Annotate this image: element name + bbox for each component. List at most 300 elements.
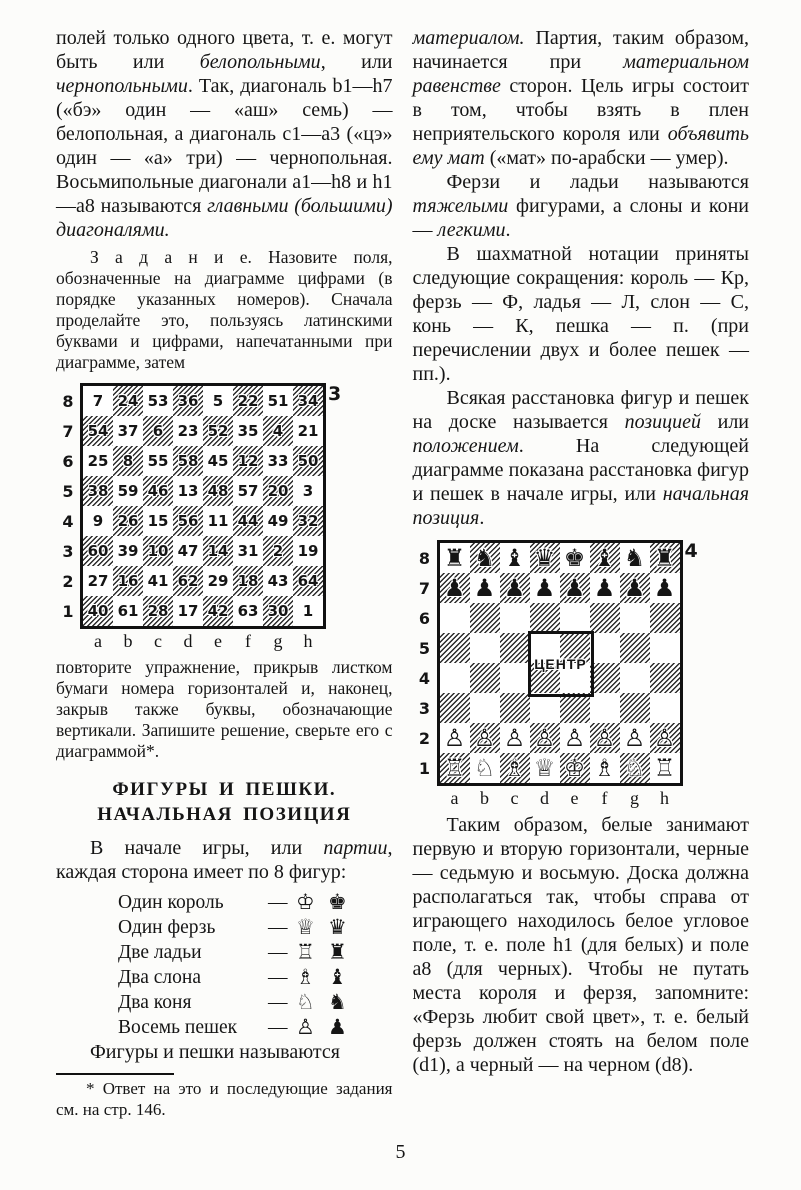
start-position-chessboard xyxy=(437,540,683,786)
black-rook-icon: ♜ xyxy=(653,544,676,572)
square-number: 23 xyxy=(177,422,199,440)
italic-text-run: легкими xyxy=(437,219,506,241)
text-run: . На следующей диаграмме показана расстановка фигур и пешек в начале игры, или xyxy=(412,435,749,505)
rank-label: 4 xyxy=(418,668,431,688)
board-square xyxy=(83,596,113,626)
board-square xyxy=(143,386,173,416)
board-square xyxy=(500,663,530,693)
file-label: f xyxy=(245,631,251,651)
board-square xyxy=(233,566,263,596)
piece-count-label: Две ладьи xyxy=(118,941,202,963)
board-square xyxy=(233,386,263,416)
board-square xyxy=(440,753,470,783)
square-number: 29 xyxy=(207,572,229,590)
file-label: e xyxy=(570,788,579,808)
square-number: 15 xyxy=(147,512,169,530)
board-square xyxy=(113,446,143,476)
board-square xyxy=(203,416,233,446)
board-square xyxy=(143,416,173,446)
rank-labels xyxy=(56,383,80,629)
square-number: 3 xyxy=(302,482,314,500)
black-piece-icon: ♝ xyxy=(328,965,347,989)
footnote-rule xyxy=(56,1073,174,1075)
paragraph-heavy-light xyxy=(413,170,750,242)
dash: — xyxy=(268,966,288,988)
square-number: 39 xyxy=(117,542,139,560)
black-pawn-icon: ♟ xyxy=(443,574,466,602)
board-square xyxy=(293,446,323,476)
board-square xyxy=(500,543,530,573)
white-piece-icon: ♗ xyxy=(296,965,315,989)
black-piece-icon: ♚ xyxy=(328,890,347,914)
board-square xyxy=(113,386,143,416)
text-run: повторите упражнение, прикрыв листком бумаги номера горизонталей и, наконец, закрыв также буквы, обозначающие вертикали. Запишите решение, сверьте его с диаграммой*. xyxy=(56,657,393,761)
board-square xyxy=(560,543,590,573)
square-number: 16 xyxy=(117,572,139,590)
board-strip xyxy=(413,540,750,786)
board-square xyxy=(650,663,680,693)
piece-count-label: Восемь пешек xyxy=(118,1016,238,1038)
board-square xyxy=(173,386,203,416)
board-square xyxy=(293,536,323,566)
board-square xyxy=(263,506,293,536)
board-square xyxy=(113,566,143,596)
piece-count-label: Один ферзь xyxy=(118,916,216,938)
board-square xyxy=(293,386,323,416)
board-square xyxy=(143,566,173,596)
rank-label: 6 xyxy=(62,451,74,471)
board-square xyxy=(590,753,620,783)
board-square xyxy=(203,476,233,506)
piece-list-row xyxy=(118,890,393,915)
black-knight-icon: ♞ xyxy=(623,544,646,572)
square-number: 25 xyxy=(87,452,109,470)
square-number: 24 xyxy=(117,392,139,410)
board-square xyxy=(293,476,323,506)
paragraph-notation xyxy=(413,242,750,386)
white-piece-icon: ♖ xyxy=(296,940,315,964)
square-number: 9 xyxy=(92,512,104,530)
square-number: 38 xyxy=(87,482,109,500)
board-square xyxy=(500,723,530,753)
square-number: 49 xyxy=(267,512,289,530)
text-run: Фигуры и пешки называются xyxy=(90,1041,340,1063)
board-square xyxy=(440,663,470,693)
board-square xyxy=(173,416,203,446)
white-pawn-icon: ♙ xyxy=(503,724,526,752)
board-square xyxy=(263,446,293,476)
white-knight-icon: ♘ xyxy=(623,754,646,782)
paragraph-task xyxy=(56,247,393,373)
black-piece-icon: ♜ xyxy=(328,940,347,964)
square-number: 58 xyxy=(177,452,199,470)
board-square xyxy=(500,603,530,633)
text-run: фигурами, а слоны и кони — xyxy=(412,195,749,241)
square-number: 20 xyxy=(267,482,289,500)
board-square xyxy=(83,566,113,596)
heading-line-1: ФИГУРЫ И ПЕШКИ. xyxy=(112,779,337,800)
square-number: 60 xyxy=(87,542,109,560)
board-square xyxy=(143,536,173,566)
square-number: 52 xyxy=(207,422,229,440)
board-square xyxy=(530,753,560,783)
board-square xyxy=(530,603,560,633)
board-square xyxy=(83,536,113,566)
italic-text-run: партии xyxy=(323,837,388,859)
board-square xyxy=(233,446,263,476)
board-square xyxy=(650,753,680,783)
square-number: 62 xyxy=(177,572,199,590)
page-number: 5 xyxy=(395,1141,406,1163)
diagram-start-position xyxy=(413,540,750,809)
board-square xyxy=(440,543,470,573)
square-number: 47 xyxy=(177,542,199,560)
board-square xyxy=(233,596,263,626)
footnote-text: * Ответ на это и последующие задания см. на стр. 146. xyxy=(56,1079,393,1119)
board-square xyxy=(620,543,650,573)
board-square xyxy=(203,596,233,626)
square-number: 53 xyxy=(147,392,169,410)
board-square xyxy=(620,633,650,663)
paragraph-position xyxy=(413,386,750,530)
board-square xyxy=(143,476,173,506)
board-square xyxy=(590,723,620,753)
text-run: . xyxy=(505,219,511,241)
black-king-icon: ♚ xyxy=(563,544,586,572)
board-square xyxy=(203,506,233,536)
rank-label: 3 xyxy=(62,541,74,561)
board-square xyxy=(173,446,203,476)
italic-text-run: материальном равенстве xyxy=(412,51,749,97)
square-number: 55 xyxy=(147,452,169,470)
board-square xyxy=(173,506,203,536)
board-square xyxy=(203,536,233,566)
white-king-icon: ♔ xyxy=(563,754,586,782)
file-label: h xyxy=(660,788,669,808)
piece-list-row xyxy=(118,1015,393,1040)
board-square xyxy=(263,416,293,446)
board-square xyxy=(620,573,650,603)
board-square xyxy=(440,633,470,663)
board-square xyxy=(500,633,530,663)
italic-text-run: тяжелыми xyxy=(412,195,509,217)
file-label: c xyxy=(510,788,519,808)
white-pawn-icon: ♙ xyxy=(533,724,556,752)
square-number: 42 xyxy=(207,602,229,620)
board-square xyxy=(233,506,263,536)
board-square xyxy=(650,603,680,633)
board-square xyxy=(113,506,143,536)
board-square xyxy=(500,573,530,603)
square-number: 1 xyxy=(302,602,314,620)
square-number: 51 xyxy=(267,392,289,410)
square-number: 64 xyxy=(297,572,319,590)
rank-label: 7 xyxy=(62,421,74,441)
dash: — xyxy=(268,891,288,913)
square-number: 63 xyxy=(237,602,259,620)
rank-label: 7 xyxy=(418,578,431,598)
square-number: 19 xyxy=(297,542,319,560)
square-number: 13 xyxy=(177,482,199,500)
board-square xyxy=(173,566,203,596)
square-number: 30 xyxy=(267,602,289,620)
text-run: полей только одного цвета, т. е. могут быть или xyxy=(56,27,393,73)
diagram-number: 3 xyxy=(328,383,342,405)
file-label: d xyxy=(540,788,549,808)
board-square xyxy=(143,506,173,536)
rank-labels xyxy=(413,540,437,786)
white-bishop-icon: ♗ xyxy=(503,754,526,782)
black-pawn-icon: ♟ xyxy=(473,574,496,602)
board-square xyxy=(530,573,560,603)
square-number: 40 xyxy=(87,602,109,620)
text-run: . Так, диагональ b1—h7 («бэ» один — «аш» семь) — белопольная, а диагональ c1—a3 («цэ» один — «а» три) — чернопольная. Восьмипольные диагонали a1—h8 и h1—a8 называются xyxy=(56,75,393,217)
dash: — xyxy=(268,916,288,938)
paragraph-material xyxy=(413,26,750,170)
rank-label: 2 xyxy=(418,728,431,748)
white-piece-icon: ♘ xyxy=(296,990,315,1014)
square-number: 59 xyxy=(117,482,139,500)
square-number: 36 xyxy=(177,392,199,410)
square-number: 45 xyxy=(207,452,229,470)
text-run: В начале игры, или xyxy=(90,837,324,859)
board-square xyxy=(233,536,263,566)
board-square xyxy=(470,723,500,753)
file-label: b xyxy=(480,788,489,808)
rank-label: 4 xyxy=(62,511,74,531)
file-labels xyxy=(440,788,750,809)
board-square xyxy=(263,386,293,416)
white-piece-icon: ♕ xyxy=(296,915,315,939)
board-square xyxy=(263,596,293,626)
text-run: В шахматной нотации приняты следующие сокращения: король — Кр, ферзь — Ф, ладья — Л, слон — С, конь — К, пешка — п. (при перечислении двух и более пешек — пп.). xyxy=(412,243,749,385)
square-number: 43 xyxy=(267,572,289,590)
board-square xyxy=(470,633,500,663)
white-pawn-icon: ♙ xyxy=(653,724,676,752)
heading-line-2: НАЧАЛЬНАЯ ПОЗИЦИЯ xyxy=(97,804,352,825)
board-square xyxy=(203,566,233,596)
text-run: З а д а н и е. Назовите поля, обозначенные на диаграмме цифрами (в порядке указанных номеров). Сначала проделайте это, пользуясь латинскими буквами и цифрами, напечатанными при диаграмме, затем xyxy=(56,247,393,372)
board-square xyxy=(560,753,590,783)
file-labels xyxy=(83,631,393,652)
board-square xyxy=(470,663,500,693)
paragraph-diagonals xyxy=(56,26,393,242)
square-number: 61 xyxy=(117,602,139,620)
white-pawn-icon: ♙ xyxy=(623,724,646,752)
board-square xyxy=(500,753,530,783)
left-column xyxy=(56,26,393,1120)
rank-label: 1 xyxy=(418,758,431,778)
black-bishop-icon: ♝ xyxy=(503,544,526,572)
text-run: , каждая сторона имеет по 8 фигур: xyxy=(56,837,393,883)
text-run: или xyxy=(700,411,750,433)
board-square xyxy=(293,596,323,626)
white-pawn-icon: ♙ xyxy=(473,724,496,752)
board-square xyxy=(650,633,680,663)
board-square xyxy=(83,476,113,506)
square-number: 26 xyxy=(117,512,139,530)
italic-text-run: начальная позиция xyxy=(412,483,749,529)
board-square xyxy=(620,723,650,753)
white-pawn-icon: ♙ xyxy=(593,724,616,752)
board-square xyxy=(143,446,173,476)
board-square xyxy=(650,543,680,573)
rank-label: 1 xyxy=(62,601,74,621)
board-square xyxy=(143,596,173,626)
square-number: 11 xyxy=(207,512,229,530)
white-queen-icon: ♕ xyxy=(533,754,556,782)
board-square xyxy=(590,633,620,663)
square-number: 44 xyxy=(237,512,259,530)
italic-text-run: белопольными xyxy=(199,51,321,73)
text-run: («мат» по-арабски — умер). xyxy=(484,147,729,169)
text-run: Партия, таким образом, начинается при xyxy=(412,27,749,73)
file-label: h xyxy=(303,631,313,651)
board-square xyxy=(590,543,620,573)
center-label: ЦЕНТР xyxy=(534,656,587,672)
file-label: f xyxy=(601,788,608,808)
italic-text-run: чернопольными xyxy=(56,75,188,97)
square-number: 35 xyxy=(237,422,259,440)
square-number: 22 xyxy=(237,392,259,410)
board-square xyxy=(173,596,203,626)
black-pawn-icon: ♟ xyxy=(593,574,616,602)
square-number: 8 xyxy=(122,452,134,470)
file-label: a xyxy=(450,788,459,808)
board-square xyxy=(470,753,500,783)
board-square xyxy=(500,693,530,723)
file-label: g xyxy=(273,631,283,651)
paragraph-eight-pieces xyxy=(56,836,393,884)
board-square xyxy=(263,566,293,596)
board-square xyxy=(440,723,470,753)
piece-list-row xyxy=(118,965,393,990)
board-square xyxy=(83,506,113,536)
square-number: 14 xyxy=(207,542,229,560)
board-square xyxy=(440,693,470,723)
italic-text-run: позицией xyxy=(624,411,701,433)
board-square xyxy=(590,693,620,723)
square-number: 46 xyxy=(147,482,169,500)
board-square xyxy=(560,573,590,603)
board-square xyxy=(263,536,293,566)
file-label: d xyxy=(183,631,193,651)
board-square xyxy=(440,573,470,603)
piece-count-label: Два слона xyxy=(118,966,202,988)
board-square xyxy=(233,416,263,446)
black-pawn-icon: ♟ xyxy=(563,574,586,602)
board-square xyxy=(530,693,560,723)
board-square xyxy=(590,603,620,633)
black-pawn-icon: ♟ xyxy=(503,574,526,602)
square-number: 10 xyxy=(147,542,169,560)
square-number: 18 xyxy=(237,572,259,590)
file-label: g xyxy=(630,788,639,808)
rank-label: 3 xyxy=(418,698,431,718)
paragraph-task-continued xyxy=(56,657,393,762)
diagram-number: 4 xyxy=(684,540,698,562)
board-square xyxy=(113,476,143,506)
text-run: сторон. Цель игры состоит в том, чтобы взять в плен неприятельского короля или xyxy=(412,75,749,145)
file-label: c xyxy=(154,631,162,651)
black-knight-icon: ♞ xyxy=(473,544,496,572)
board-square xyxy=(293,416,323,446)
board-square xyxy=(560,603,590,633)
text-run: , или xyxy=(320,51,393,73)
white-pawn-icon: ♙ xyxy=(443,724,466,752)
board-square xyxy=(293,506,323,536)
black-piece-icon: ♞ xyxy=(328,990,347,1014)
white-rook-icon: ♖ xyxy=(653,754,676,782)
black-rook-icon: ♜ xyxy=(443,544,466,572)
square-number: 41 xyxy=(147,572,169,590)
rank-label: 2 xyxy=(62,571,74,591)
square-number: 4 xyxy=(272,422,284,440)
dash: — xyxy=(268,1016,288,1038)
white-bishop-icon: ♗ xyxy=(593,754,616,782)
black-piece-icon: ♟ xyxy=(328,1015,347,1039)
paragraph-board-setup xyxy=(413,813,750,1077)
board-square xyxy=(560,693,590,723)
diagram-numbered-board xyxy=(56,383,393,652)
black-bishop-icon: ♝ xyxy=(593,544,616,572)
board-square xyxy=(263,476,293,506)
rank-label: 8 xyxy=(418,548,431,568)
board-square xyxy=(620,603,650,633)
board-square xyxy=(203,386,233,416)
file-label: a xyxy=(94,631,102,651)
square-number: 54 xyxy=(87,422,109,440)
center-box xyxy=(528,631,594,697)
numbered-chessboard xyxy=(80,383,326,629)
board-square xyxy=(620,663,650,693)
white-piece-icon: ♙ xyxy=(296,1015,315,1039)
board-square xyxy=(173,536,203,566)
square-number: 28 xyxy=(147,602,169,620)
square-number: 27 xyxy=(87,572,109,590)
square-number: 57 xyxy=(237,482,259,500)
rank-label: 5 xyxy=(418,638,431,658)
square-number: 2 xyxy=(272,542,284,560)
piece-list-row xyxy=(118,915,393,940)
board-square xyxy=(470,543,500,573)
italic-text-run: материалом. xyxy=(412,27,525,49)
piece-list-row xyxy=(118,940,393,965)
board-square xyxy=(113,536,143,566)
square-number: 21 xyxy=(297,422,319,440)
board-square xyxy=(530,723,560,753)
square-number: 34 xyxy=(297,392,319,410)
piece-list-row xyxy=(118,990,393,1015)
italic-text-run: положением xyxy=(412,435,519,457)
board-strip xyxy=(56,383,393,629)
white-piece-icon: ♔ xyxy=(296,890,315,914)
paragraph-pieces-called xyxy=(56,1040,393,1064)
board-square xyxy=(590,573,620,603)
board-square xyxy=(470,573,500,603)
right-column xyxy=(413,26,750,1120)
board-square xyxy=(650,723,680,753)
board-square xyxy=(203,446,233,476)
board-square xyxy=(113,596,143,626)
black-pawn-icon: ♟ xyxy=(533,574,556,602)
italic-text-run: главными (большими) диагоналями. xyxy=(56,195,393,241)
board-square xyxy=(83,386,113,416)
board-square xyxy=(560,723,590,753)
board-square xyxy=(650,573,680,603)
board-square xyxy=(650,693,680,723)
black-queen-icon: ♛ xyxy=(533,544,556,572)
